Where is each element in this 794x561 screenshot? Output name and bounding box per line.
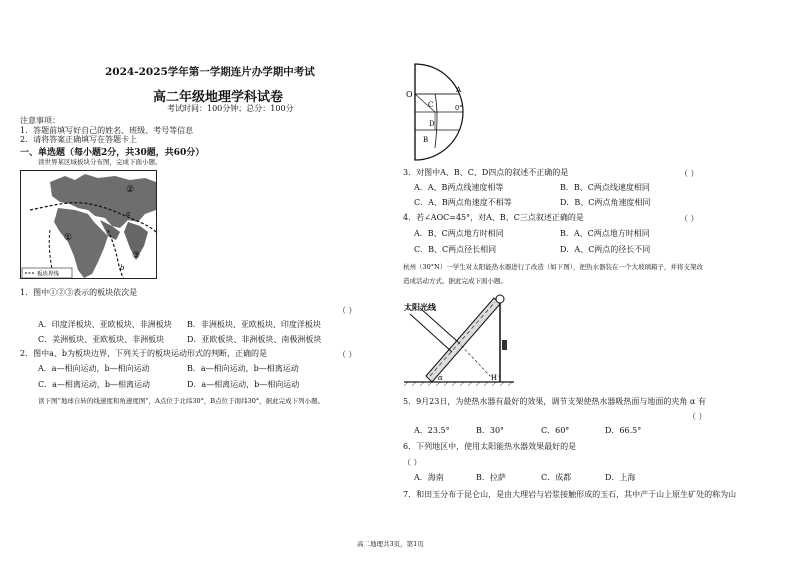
q4-option-a: A．B、C两点地方时相同 (414, 229, 504, 238)
q3-option-b: B．B、C两点线速度相同 (560, 183, 650, 192)
q6-option-d: D．上海 (605, 473, 636, 482)
section1-intro: 读世界某区域板块分布图，完成下面小题。 (38, 158, 162, 166)
q5-option-d: D．66.5° (605, 426, 642, 435)
q2-bracket: （ ） (338, 350, 357, 359)
q1-option-a: A．印度洋板块、亚欧板块、非洲板块 (38, 320, 172, 329)
q4-bracket: （ ） (680, 214, 699, 223)
q7-stem: 7．和田玉分布于昆仑山，是由大理岩与岩浆接触形成的玉石，其中产于山上原生矿处的称为山 (403, 490, 737, 499)
map-label-3: ③ (132, 251, 141, 261)
q5-bracket: （ ） (688, 412, 707, 421)
q2-option-b: B．a—相向运动，b—相离运动 (187, 364, 299, 373)
solar-heater-diagram (402, 292, 522, 387)
q6-bracket: （ ） (403, 458, 422, 467)
adjust-clamp (502, 340, 507, 350)
map-label-a: a (126, 210, 131, 218)
q1-bracket: （ ） (338, 306, 357, 315)
q1-option-b: B．非洲板块、亚欧板块、印度洋板块 (187, 320, 321, 329)
map-label-2: ② (126, 185, 135, 195)
globe-label-c: C (428, 101, 434, 109)
sun-ray-2 (420, 308, 458, 342)
q3-option-a: A．A、B两点线速度相等 (414, 183, 504, 192)
q2-option-d: D．a—相离运动，b—相向运动 (187, 380, 300, 389)
q3-option-c: C．A、B两点角速度不相等 (414, 198, 512, 207)
q5-stem: 5．9月23日，为使热水器有最好的效果，调节支架使热水器吸热面与地面的夹角 α 有 (403, 397, 706, 406)
q2-stem: 2．图中a、b为板块边界，下列关于的板块运动形式的判断，正确的是 (20, 349, 267, 358)
globe-label-a: A (456, 86, 462, 94)
q2-option-a: A．a—相向运动，b—相向运动 (38, 364, 150, 373)
q3-stem: 3．对图中A、B、C、D四点的叙述不正确的是 (403, 168, 569, 177)
map-label-b: b (120, 264, 125, 272)
q2-option-c: C．a—相离运动，b—相离运动 (38, 380, 151, 389)
map-label-1: ① (64, 233, 73, 243)
passage-2: 读下图“地球自转的线速度和角速度图”，A点位于北纬30°，B点位于南纬30°，据此完成下列小题。 (38, 397, 325, 405)
q6-option-b: B．拉萨 (476, 473, 506, 482)
pivot-joint (496, 295, 504, 303)
exam-info: 考试时间：100分钟；总分：100分 (167, 104, 294, 113)
heater-panel (426, 298, 500, 382)
note-item-2: 2．请将答案正确填写在答题卡上 (20, 135, 138, 144)
q3-option-d: D．B、C两点角速度相同 (560, 198, 651, 207)
sun-ray-1 (410, 314, 452, 352)
globe-label-d: D (429, 120, 435, 128)
height-h-label: H (491, 374, 498, 382)
q1-option-c: C．美洲板块、亚欧板块、非洲板块 (38, 335, 165, 344)
globe-diagram (405, 62, 465, 162)
globe-label-b: B (423, 136, 429, 144)
notes-label: 注意事项： (20, 116, 60, 125)
passage-3-line2: 造成活动方式。据此完成下面小题。 (403, 277, 507, 285)
globe-label-equator: 0° (455, 104, 463, 112)
passage-3-line1: 杭州（30°N）一学生对太阳能热水器进行了改造（如下图），把热水器装在一个大玻璃箱子，并将支架改 (403, 263, 703, 271)
note-item-1: 1．答题前填写好自己的姓名、班级、考号等信息 (20, 126, 194, 135)
q5-option-c: C．60° (541, 426, 570, 435)
q4-option-b: B．A、C两点地方时相同 (560, 229, 650, 238)
legend-label: 板块界线 (37, 271, 60, 278)
q1-option-d: D．亚欧板块、非洲板块、南极洲板块 (187, 335, 322, 344)
exam-title: 2024-2025学年第一学期连片办学期中考试 (105, 66, 315, 78)
exam-subtitle: 高二年级地理学科试卷 (153, 90, 284, 105)
q6-stem: 6．下列地区中，使用太阳能热水器效果最好的是 (403, 442, 577, 451)
angle-alpha-label: α (438, 374, 443, 382)
q6-option-c: C．成都 (541, 473, 572, 482)
sun-ray-label: 太阳光线 (404, 303, 436, 312)
plate-map (20, 170, 170, 280)
q4-option-c: C．B、C两点径长相同 (414, 245, 497, 254)
q4-option-d: D．A、C两点的径长不同 (560, 245, 651, 254)
page-footer: 高二地理共3页，第1页 (357, 540, 424, 548)
q4-stem: 4．若∠AOC=45°，对A、B、C三点叙述正确的是 (403, 213, 584, 222)
q5-option-a: A．23.5° (414, 426, 450, 435)
q1-stem: 1．图中①②③表示的板块依次是 (20, 288, 138, 297)
globe-label-o: O (406, 90, 413, 99)
q5-option-b: B．30° (476, 426, 505, 435)
q3-bracket: （ ） (680, 169, 699, 178)
section1-title: 一、单选题（每小题2分，共30题，共60分） (20, 148, 205, 158)
q6-option-a: A．海南 (414, 473, 444, 482)
